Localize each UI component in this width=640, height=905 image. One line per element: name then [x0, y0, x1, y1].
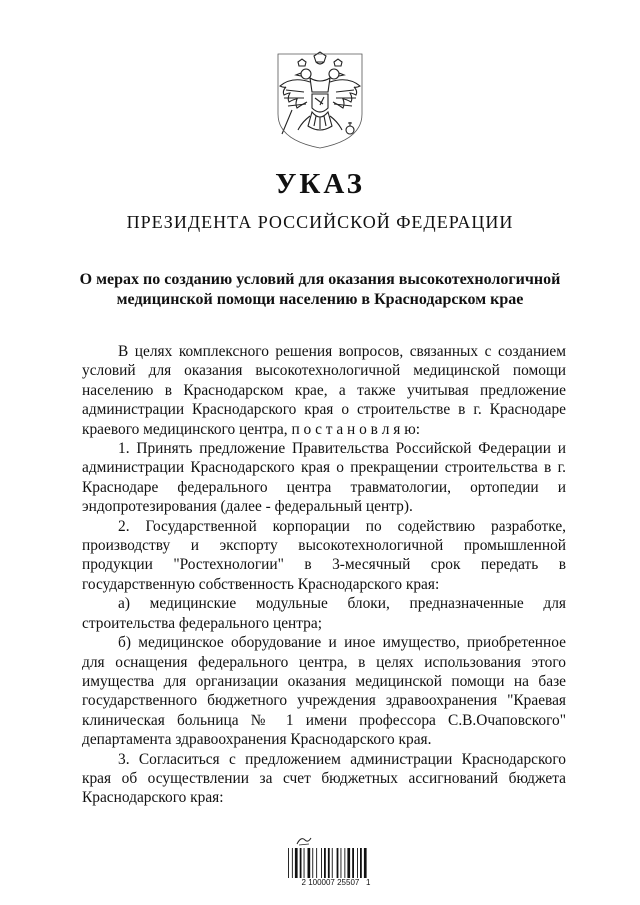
barcode-icon	[288, 848, 384, 878]
body-paragraph: 1. Принять предложение Правительства Российской Федерации и администрации Краснодарского края о прекращении строительства в г. Краснодаре федерального центра травматологии, ортопедии и эндопротезирования (далее - федеральный центр).	[82, 440, 566, 516]
body-paragraph: 3. Согласиться с предложением администрации Краснодарского края об осуществлении за счет бюджетных ассигнований бюджета Краснодарского края:	[82, 750, 566, 807]
document-heading	[60, 270, 580, 310]
body-paragraph: а) медицинские модульные блоки, предназначенные для строительства федерального центра;	[82, 595, 566, 632]
body-paragraph: 2. Государственной корпорации по содействию разработке, производству и экспорту высокотехнологичной промышленной продукции "Ростехнологии" в 3-месячный срок передать в государственную собственность Краснодарского края:	[82, 517, 566, 593]
body-paragraph: В целях комплексного решения вопросов, связанных с созданием условий для оказания высокотехнологичной медицинской помощи населению в Краснодарском крае, а также учитывая предложение администрации Краснодарского края о строительстве в г. Краснодаре краевого медицинского центра, п о с т а н о в л я ю:	[82, 343, 566, 438]
body-paragraph: б) медицинское оборудование и иное имущество, приобретенное для оснащения федерального центра, в целях использования этого имущества для организации оказания медицинской помощи на базе государственного бюджетного учреждения здравоохранения "Краевая клиническая больница № 1 имени профессора С.В.Очаповского" департамента здравоохранения Краснодарского края.	[82, 634, 566, 749]
coat-of-arms-icon	[272, 50, 368, 150]
document-body	[82, 342, 566, 808]
document-subtitle: ПРЕЗИДЕНТА РОССИЙСКОЙ ФЕДЕРАЦИИ	[126, 212, 514, 232]
heading-line: О мерах по созданию условий для оказания высокотехнологичной	[79, 271, 561, 288]
document-title: УКАЗ	[275, 168, 365, 200]
barcode	[284, 836, 388, 892]
barcode-number: 2 100007 25507 1	[301, 878, 371, 887]
heading-line: медицинской помощи населению в Краснодарском крае	[116, 291, 524, 308]
barcode-mark-icon	[296, 836, 312, 846]
